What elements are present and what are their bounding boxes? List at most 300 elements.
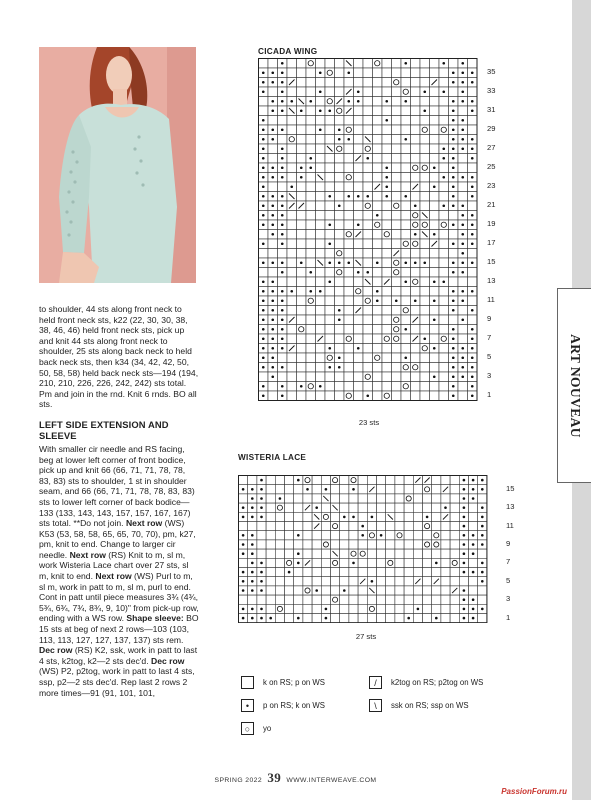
chart-cell bbox=[331, 476, 340, 485]
purl-mark bbox=[251, 608, 254, 611]
chart-cell bbox=[287, 125, 297, 135]
chart-cell bbox=[420, 306, 430, 316]
chart-cell bbox=[373, 68, 383, 78]
purl-mark bbox=[309, 271, 312, 274]
chart-cell bbox=[344, 144, 354, 154]
chart-cell bbox=[439, 230, 449, 240]
purl-mark bbox=[433, 318, 436, 321]
chart-cell bbox=[275, 540, 284, 549]
chart-cell bbox=[392, 363, 402, 373]
chart-cell bbox=[430, 325, 440, 335]
chart-cell bbox=[306, 372, 316, 382]
chart-cell bbox=[430, 87, 440, 97]
chart-cell bbox=[354, 353, 364, 363]
chart-cell bbox=[469, 522, 478, 531]
chart-cell bbox=[420, 296, 430, 306]
row-number: 23 bbox=[487, 181, 496, 191]
chart-cell bbox=[392, 277, 402, 287]
chart-cell bbox=[306, 344, 316, 354]
purl-mark bbox=[260, 497, 263, 500]
chart-cell bbox=[441, 595, 450, 604]
chart-cell bbox=[363, 315, 373, 325]
chart-cell bbox=[363, 87, 373, 97]
purl-mark bbox=[471, 347, 474, 350]
chart-cell bbox=[266, 604, 275, 613]
key-k2tog: / k2tog on RS; p2tog on WS bbox=[369, 675, 483, 690]
purl-mark bbox=[481, 488, 484, 491]
chart-cell bbox=[285, 540, 294, 549]
chart-cell bbox=[325, 372, 335, 382]
chart-cell bbox=[382, 268, 392, 278]
purl-mark bbox=[471, 147, 474, 150]
chart-cell bbox=[278, 182, 288, 192]
chart-cell bbox=[420, 220, 430, 230]
chart-cell bbox=[441, 604, 450, 613]
key-purl: • p on RS; k on WS bbox=[241, 698, 325, 713]
chart-cell bbox=[297, 230, 307, 240]
purl-mark bbox=[319, 90, 322, 93]
chart-cell bbox=[354, 249, 364, 259]
chart-cell bbox=[325, 334, 335, 344]
chart-cell bbox=[411, 135, 421, 145]
chart-cell bbox=[344, 382, 354, 392]
chart-cell bbox=[275, 595, 284, 604]
section-tab bbox=[557, 288, 591, 483]
chart-cell bbox=[354, 125, 364, 135]
purl-mark bbox=[463, 516, 466, 519]
purl-mark bbox=[315, 506, 318, 509]
chart-cell bbox=[382, 106, 392, 116]
row-number: 11 bbox=[487, 295, 495, 305]
purl-mark bbox=[376, 290, 379, 293]
purl-mark bbox=[481, 571, 484, 574]
chart-cell bbox=[411, 287, 421, 297]
chart-cell bbox=[420, 372, 430, 382]
chart-cell bbox=[287, 135, 297, 145]
chart-cell bbox=[373, 382, 383, 392]
chart-cell bbox=[287, 87, 297, 97]
chart-cell bbox=[335, 230, 345, 240]
chart-cell bbox=[287, 258, 297, 268]
chart-cell bbox=[287, 268, 297, 278]
chart-cell bbox=[401, 220, 411, 230]
purl-mark bbox=[281, 271, 284, 274]
chart-cell bbox=[344, 344, 354, 354]
purl-mark bbox=[288, 571, 291, 574]
chart-cell bbox=[354, 239, 364, 249]
chart-cell bbox=[306, 106, 316, 116]
purl-mark bbox=[347, 71, 350, 74]
purl-mark bbox=[471, 309, 474, 312]
chart-cell bbox=[331, 558, 340, 567]
chart-cell bbox=[413, 485, 422, 494]
chart-cell bbox=[450, 577, 459, 586]
purl-mark bbox=[251, 589, 254, 592]
chart-cell bbox=[363, 125, 373, 135]
chart-cell bbox=[411, 106, 421, 116]
purl-mark bbox=[251, 580, 254, 583]
purl-mark bbox=[290, 185, 293, 188]
chart-cell bbox=[449, 87, 459, 97]
chart-cell bbox=[297, 59, 307, 69]
chart-cell bbox=[316, 249, 326, 259]
chart-cell bbox=[306, 239, 316, 249]
chart-cell bbox=[275, 485, 284, 494]
chart-cell bbox=[275, 568, 284, 577]
chart-cell bbox=[297, 182, 307, 192]
purl-mark bbox=[452, 394, 455, 397]
purl-mark bbox=[452, 176, 455, 179]
chart-cell bbox=[285, 604, 294, 613]
chart-cell bbox=[395, 540, 404, 549]
chart-cell bbox=[411, 116, 421, 126]
yarnover-symbol-icon: ○ bbox=[241, 722, 254, 735]
chart-cell bbox=[404, 522, 413, 531]
chart-cell bbox=[439, 163, 449, 173]
chart-cell bbox=[285, 503, 294, 512]
chart-cell bbox=[377, 476, 386, 485]
purl-mark bbox=[463, 497, 466, 500]
chart-cell bbox=[386, 531, 395, 540]
chart-cell bbox=[411, 372, 421, 382]
chart-cell bbox=[268, 182, 278, 192]
chart-cell bbox=[358, 540, 367, 549]
chart-cell bbox=[287, 144, 297, 154]
chart-cell bbox=[377, 485, 386, 494]
chart-cell bbox=[306, 249, 316, 259]
purl-mark bbox=[471, 394, 474, 397]
chart-cell bbox=[423, 558, 432, 567]
chart-cell bbox=[285, 595, 294, 604]
row-number: 7 bbox=[506, 557, 511, 567]
purl-mark bbox=[414, 204, 417, 207]
chart-cell bbox=[411, 239, 421, 249]
chart-cell bbox=[450, 614, 459, 623]
purl-mark bbox=[472, 543, 475, 546]
purl-mark bbox=[281, 128, 284, 131]
chart-cell bbox=[259, 97, 269, 107]
purl-mark bbox=[281, 214, 284, 217]
chart-cell bbox=[321, 549, 330, 558]
purl-mark bbox=[271, 223, 274, 226]
model-photo-icon bbox=[39, 47, 196, 283]
purl-mark bbox=[271, 328, 274, 331]
chart-cell bbox=[306, 173, 316, 183]
chart-cell bbox=[468, 125, 478, 135]
purl-mark bbox=[376, 261, 379, 264]
purl-mark bbox=[357, 347, 360, 350]
chart-cell bbox=[420, 249, 430, 259]
purl-mark bbox=[328, 347, 331, 350]
purl-mark bbox=[481, 543, 484, 546]
chart-cell bbox=[420, 59, 430, 69]
chart-cell bbox=[340, 540, 349, 549]
chart-cell bbox=[439, 135, 449, 145]
chart-cell bbox=[316, 230, 326, 240]
purl-mark bbox=[328, 280, 331, 283]
chart-cell bbox=[386, 540, 395, 549]
chart-cell bbox=[303, 595, 312, 604]
purl-mark bbox=[376, 299, 379, 302]
chart-cell bbox=[401, 268, 411, 278]
chart-cell bbox=[354, 211, 364, 221]
chart-cell bbox=[275, 549, 284, 558]
chart-cell bbox=[287, 239, 297, 249]
chart-cell bbox=[432, 522, 441, 531]
chart-cell bbox=[297, 363, 307, 373]
purl-mark bbox=[357, 100, 360, 103]
chart-cell bbox=[430, 106, 440, 116]
chart-cell bbox=[275, 531, 284, 540]
row-number: 9 bbox=[506, 539, 511, 548]
chart-cell bbox=[344, 249, 354, 259]
purl-mark bbox=[262, 138, 265, 141]
purl-mark bbox=[414, 233, 417, 236]
chart-cell bbox=[430, 125, 440, 135]
chart-cell bbox=[248, 522, 257, 531]
chart-cell bbox=[297, 239, 307, 249]
chart-cell bbox=[303, 531, 312, 540]
chart-cell bbox=[331, 604, 340, 613]
chart-cell bbox=[373, 315, 383, 325]
purl-mark bbox=[471, 385, 474, 388]
chart-cell bbox=[354, 173, 364, 183]
chart-cell bbox=[411, 306, 421, 316]
chart-cell bbox=[386, 549, 395, 558]
chart-cell bbox=[373, 230, 383, 240]
chart-cell bbox=[395, 503, 404, 512]
purl-mark bbox=[481, 580, 484, 583]
chart-cell bbox=[392, 116, 402, 126]
chart-cell bbox=[377, 595, 386, 604]
purl-mark bbox=[452, 223, 455, 226]
chart-cell bbox=[335, 78, 345, 88]
chart-cell bbox=[382, 334, 392, 344]
purl-mark bbox=[461, 138, 464, 141]
chart-cell bbox=[439, 363, 449, 373]
chart-cell bbox=[458, 382, 468, 392]
purl-mark bbox=[471, 195, 474, 198]
row-number: 17 bbox=[487, 238, 496, 248]
chart-cell bbox=[420, 182, 430, 192]
purl-mark bbox=[452, 271, 455, 274]
purl-mark bbox=[262, 176, 265, 179]
chart-cell bbox=[468, 201, 478, 211]
chart-cell bbox=[404, 503, 413, 512]
chart-cell bbox=[423, 595, 432, 604]
wisteria-chart-title: WISTERIA LACE bbox=[238, 453, 307, 462]
chart-cell bbox=[268, 391, 278, 401]
purl-mark bbox=[251, 488, 254, 491]
row-number: 33 bbox=[487, 86, 496, 96]
purl-mark bbox=[271, 176, 274, 179]
purl-mark bbox=[260, 479, 263, 482]
chart-cell bbox=[297, 154, 307, 164]
purl-mark bbox=[385, 100, 388, 103]
chart-cell bbox=[373, 116, 383, 126]
chart-cell bbox=[306, 78, 316, 88]
chart-cell bbox=[297, 144, 307, 154]
chart-cell bbox=[344, 163, 354, 173]
chart-cell bbox=[335, 68, 345, 78]
chart-cell bbox=[432, 549, 441, 558]
purl-mark bbox=[461, 62, 464, 65]
purl-mark bbox=[251, 543, 254, 546]
chart-cell bbox=[420, 277, 430, 287]
chart-cell bbox=[331, 512, 340, 521]
chart-cell bbox=[373, 239, 383, 249]
purl-mark bbox=[452, 71, 455, 74]
purl-mark bbox=[461, 176, 464, 179]
chart-cell bbox=[420, 391, 430, 401]
purl-mark bbox=[417, 608, 420, 611]
chart-cell bbox=[325, 59, 335, 69]
chart-cell bbox=[449, 277, 459, 287]
chart-cell bbox=[344, 296, 354, 306]
purl-mark bbox=[472, 598, 475, 601]
chart-cell bbox=[285, 494, 294, 503]
purl-mark bbox=[309, 100, 312, 103]
sleeve-paragraph: With smaller cir needle and RS facing, beg at lower left corner of front bodice, pick up and knit 66 (66, 71, 71, 78, 78, 83, 83) sts to shoulder, 1 st in shoulder seam, and 66 (66, 71, 71, 78, 78, 83, 83) sts to lower left corner of back bodice—133 (133, 143, 143, 157, 157, 167, 167) sts total. **Do not join. Next row (WS) K53 (53, 58, 58, 65, 65, 70, 70), pm, k27, pm, knit to end. Change to larger cir needle. Next row (RS) Knit to m, sl m, work Wisteria Lace chart over 27 sts, sl m, knit to end. Next row (WS) Purl to m, sl m, work in patt to m, sl m, purl to end. Cont in patt until piece measures 3¾ (4¾, 5¾, 6¾, 7¾, 8¾, 9, 10)" from pick-up row, ending with a WS row. Shape sleeve: BO 15 sts at beg of next 2 rows—103 (103, 113, 113, 127, 127, 137, 137) sts rem. Dec row (RS) K2, ssk, work in patt to last 4 sts, k2tog, k2—2 sts dec'd. Dec row (WS) P2, p2tog, work in patt to last 4 sts, ssp, p2—2 sts dec'd. Rep last 2 rows 2 more times—91 (91, 101, 101, bbox=[39, 443, 199, 698]
purl-mark bbox=[338, 128, 341, 131]
chart-cell bbox=[303, 522, 312, 531]
chart-cell bbox=[358, 614, 367, 623]
chart-cell bbox=[439, 268, 449, 278]
purl-mark bbox=[442, 62, 445, 65]
purl-mark bbox=[262, 280, 265, 283]
chart-cell bbox=[259, 249, 269, 259]
chart-cell bbox=[450, 568, 459, 577]
chart-cell bbox=[392, 87, 402, 97]
chart-cell bbox=[373, 325, 383, 335]
chart-cell bbox=[325, 391, 335, 401]
purl-mark bbox=[281, 233, 284, 236]
purl-mark bbox=[423, 109, 426, 112]
chart-cell bbox=[316, 135, 326, 145]
purl-mark bbox=[262, 385, 265, 388]
purl-mark bbox=[404, 138, 407, 141]
purl-mark bbox=[366, 394, 369, 397]
row-number: 5 bbox=[506, 575, 511, 585]
chart-cell bbox=[331, 531, 340, 540]
chart-cell bbox=[344, 239, 354, 249]
purl-mark bbox=[347, 261, 350, 264]
purl-mark bbox=[319, 71, 322, 74]
purl-mark bbox=[452, 195, 455, 198]
purl-mark bbox=[260, 488, 263, 491]
row-number: 5 bbox=[487, 352, 492, 362]
chart-cell bbox=[430, 68, 440, 78]
chart-cell bbox=[325, 382, 335, 392]
purl-mark bbox=[452, 356, 455, 359]
chart-cell bbox=[441, 549, 450, 558]
purl-mark bbox=[271, 166, 274, 169]
chart-cell bbox=[404, 494, 413, 503]
chart-cell bbox=[420, 97, 430, 107]
chart-cell bbox=[401, 154, 411, 164]
chart-cell bbox=[268, 268, 278, 278]
chart-cell bbox=[275, 476, 284, 485]
purl-mark bbox=[452, 204, 455, 207]
purl-mark bbox=[472, 497, 475, 500]
chart-cell bbox=[450, 604, 459, 613]
chart-cell bbox=[344, 230, 354, 240]
chart-cell bbox=[377, 577, 386, 586]
chart-cell bbox=[297, 344, 307, 354]
chart-cell bbox=[478, 494, 487, 503]
purl-mark bbox=[414, 299, 417, 302]
chart-cell bbox=[367, 595, 376, 604]
chart-cell bbox=[344, 391, 354, 401]
chart-cell bbox=[275, 512, 284, 521]
purl-mark bbox=[452, 100, 455, 103]
chart-cell bbox=[386, 568, 395, 577]
purl-mark bbox=[366, 157, 369, 160]
purl-mark bbox=[481, 525, 484, 528]
chart-cell bbox=[468, 277, 478, 287]
purl-mark bbox=[461, 242, 464, 245]
chart-cell bbox=[401, 68, 411, 78]
purl-mark bbox=[271, 214, 274, 217]
purl-mark bbox=[271, 375, 274, 378]
chart-cell bbox=[335, 268, 345, 278]
cicada-chart-title: CICADA WING bbox=[258, 47, 318, 56]
chart-cell bbox=[306, 59, 316, 69]
chart-cell bbox=[449, 249, 459, 259]
chart-cell bbox=[344, 125, 354, 135]
purl-mark bbox=[300, 261, 303, 264]
chart-cell bbox=[363, 325, 373, 335]
chart-cell bbox=[401, 287, 411, 297]
chart-cell bbox=[423, 503, 432, 512]
chart-cell bbox=[420, 363, 430, 373]
purl-mark bbox=[319, 109, 322, 112]
purl-mark bbox=[463, 543, 466, 546]
purl-mark bbox=[404, 356, 407, 359]
chart-cell bbox=[432, 586, 441, 595]
chart-cell bbox=[363, 106, 373, 116]
chart-cell bbox=[344, 315, 354, 325]
chart-cell bbox=[392, 154, 402, 164]
chart-cell bbox=[248, 595, 257, 604]
purl-mark bbox=[319, 128, 322, 131]
purl-mark bbox=[328, 242, 331, 245]
section-tab-label: ART NOUVEAU bbox=[567, 333, 583, 438]
chart-cell bbox=[450, 558, 459, 567]
chart-cell bbox=[377, 503, 386, 512]
chart-cell bbox=[367, 614, 376, 623]
chart-cell bbox=[439, 125, 449, 135]
chart-cell bbox=[340, 549, 349, 558]
chart-cell bbox=[392, 163, 402, 173]
chart-cell bbox=[349, 476, 358, 485]
purl-mark bbox=[262, 394, 265, 397]
purl-mark bbox=[242, 516, 245, 519]
chart-cell bbox=[335, 287, 345, 297]
chart-cell bbox=[306, 192, 316, 202]
chart-cell bbox=[430, 173, 440, 183]
chart-cell bbox=[392, 391, 402, 401]
website-link[interactable]: WWW.INTERWEAVE.COM bbox=[286, 777, 377, 784]
purl-mark bbox=[452, 337, 455, 340]
chart-cell bbox=[392, 382, 402, 392]
chart-cell bbox=[367, 531, 376, 540]
chart-cell bbox=[458, 192, 468, 202]
purl-mark bbox=[385, 185, 388, 188]
chart-cell bbox=[439, 182, 449, 192]
purl-mark bbox=[271, 366, 274, 369]
chart-cell bbox=[257, 531, 266, 540]
